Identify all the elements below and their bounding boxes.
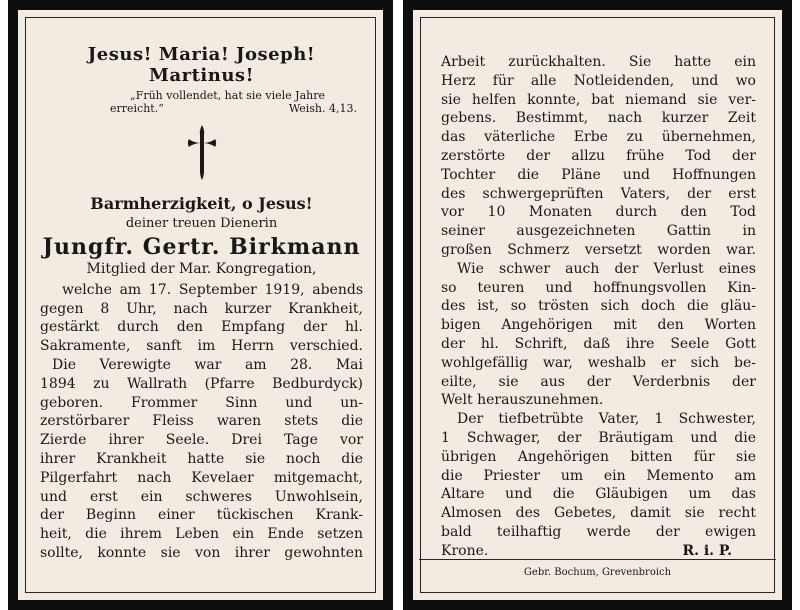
printer-imprint: Gebr. Bochum, Grevenbroich bbox=[523, 567, 672, 578]
text-line: zerstörte der allzu frühe Tod der bbox=[441, 147, 756, 164]
text-line: sollte, konnte sie von ihrer gewohnten bbox=[40, 544, 363, 561]
servant-line: deiner treuen Dienerin bbox=[125, 216, 278, 231]
text-line: und erst ein schweres Unwohlsein, bbox=[40, 488, 363, 505]
text-line: so teuren und hoffnungsvollen Kin- bbox=[441, 279, 756, 296]
text-line: ihrer Krankheit hatte sie noch die bbox=[40, 450, 363, 467]
text-line: geboren. Frommer Sinn und un- bbox=[40, 394, 363, 411]
text-line: übrigen Angehörigen bitten für sie bbox=[441, 448, 756, 465]
text-line: sie helfen konnte, bat niemand sie ver- bbox=[441, 91, 756, 108]
text-line: bald teilhaftig werde der ewigen bbox=[441, 523, 756, 540]
text-line: gebens. Bestimmt, nach kurzer Zeit bbox=[441, 110, 756, 127]
text-line: vor 10 Monaten durch den Tod bbox=[441, 204, 756, 221]
text-line: Der tiefbetrübte Vater, 1 Schwester, bbox=[457, 411, 756, 428]
text-line: das väterliche Erbe zu übernehmen, bbox=[441, 129, 756, 146]
text-line: Welt herauszunehmen. bbox=[441, 392, 604, 409]
text-line: zerstörbarer Fleiss waren stets die bbox=[40, 413, 363, 430]
mercy-invocation: Barmherzigkeit, o Jesus! bbox=[90, 194, 313, 213]
text-line: Pilgerfahrt nach Kevelaer mitgemacht, bbox=[40, 469, 363, 486]
text-line: Tochter die Pläne und Hoffnungen bbox=[441, 166, 756, 183]
membership-line: Mitglied der Mar. Kongregation, bbox=[86, 261, 317, 277]
motto-line-1: „Früh vollendet, hat sie viele Jahre bbox=[130, 89, 326, 102]
text-line: Herz für alle Notleidenden, und wo bbox=[441, 72, 756, 89]
front-body-text bbox=[40, 281, 363, 563]
back-body-text bbox=[441, 53, 756, 561]
card-back-frame bbox=[420, 17, 775, 593]
card-front-frame bbox=[25, 17, 376, 593]
text-line: die Priester um ein Memento am bbox=[441, 467, 756, 484]
text-line: bigen Angehörigen mit den Worten bbox=[441, 317, 756, 334]
text-line: Sakramente, sanft im Herrn verschied. bbox=[40, 338, 363, 355]
printer-footer bbox=[421, 559, 774, 592]
text-line: Altare und die Gläubigen um das bbox=[441, 486, 756, 503]
motto-line-2: erreicht.“ bbox=[110, 102, 164, 115]
scripture-motto bbox=[40, 89, 363, 115]
text-line: gestärkt durch den Empfang der hl. bbox=[40, 319, 363, 336]
text-line: großen Schmerz versetzt worden war. bbox=[441, 241, 756, 258]
text-line: Wie schwer auch der Verlust eines bbox=[457, 260, 756, 277]
closing-word: Krone. bbox=[441, 542, 489, 559]
text-line: des ist, so trösten sich doch die gläu- bbox=[441, 298, 756, 315]
deceased-name: Jungfr. Gertr. Birkmann bbox=[42, 234, 361, 260]
text-line: seiner ausgezeichneten Gattin in bbox=[441, 223, 756, 240]
text-line: der hl. Schrift, daß ihre Seele Gott bbox=[441, 335, 756, 352]
text-line: Arbeit zurückhalten. Sie hatte ein bbox=[441, 54, 756, 70]
text-line: 1 Schwager, der Bräutigam und die bbox=[441, 429, 756, 446]
text-line: welche am 17. September 1919, abends bbox=[62, 281, 363, 298]
text-line: Zierde ihrer Seele. Drei Tage vor bbox=[40, 432, 363, 449]
latin-cross-icon bbox=[40, 123, 363, 181]
text-line: heit, die ihrem Leben ein Ende setzen bbox=[40, 526, 363, 543]
text-line: der Beginn einer tückischen Krank- bbox=[40, 507, 363, 524]
text-line: eilte, sie aus der Verderbnis der bbox=[441, 373, 756, 390]
text-line: wohlgefällig war, weshalb er sich be- bbox=[441, 354, 756, 371]
invocation-line-2: Martinus! bbox=[149, 65, 254, 86]
prayer-card-back bbox=[403, 0, 792, 610]
prayer-card-front bbox=[8, 0, 393, 610]
text-line: gegen 8 Uhr, nach kurzer Krankheit, bbox=[40, 300, 363, 317]
text-line: 1894 zu Wallrath (Pfarre Bedburdyck) bbox=[40, 375, 363, 392]
text-line: Almosen des Gebetes, damit sie recht bbox=[441, 505, 756, 522]
invocation-line-1: Jesus! Maria! Joseph! bbox=[87, 44, 316, 65]
text-line: Die Verewigte war am 28. Mai bbox=[52, 356, 363, 373]
rip-abbreviation: R. i. P. bbox=[682, 542, 732, 559]
text-line: des schwergeprüften Vaters, der erst bbox=[441, 185, 756, 202]
motto-source: Weish. 4,13. bbox=[288, 102, 357, 115]
